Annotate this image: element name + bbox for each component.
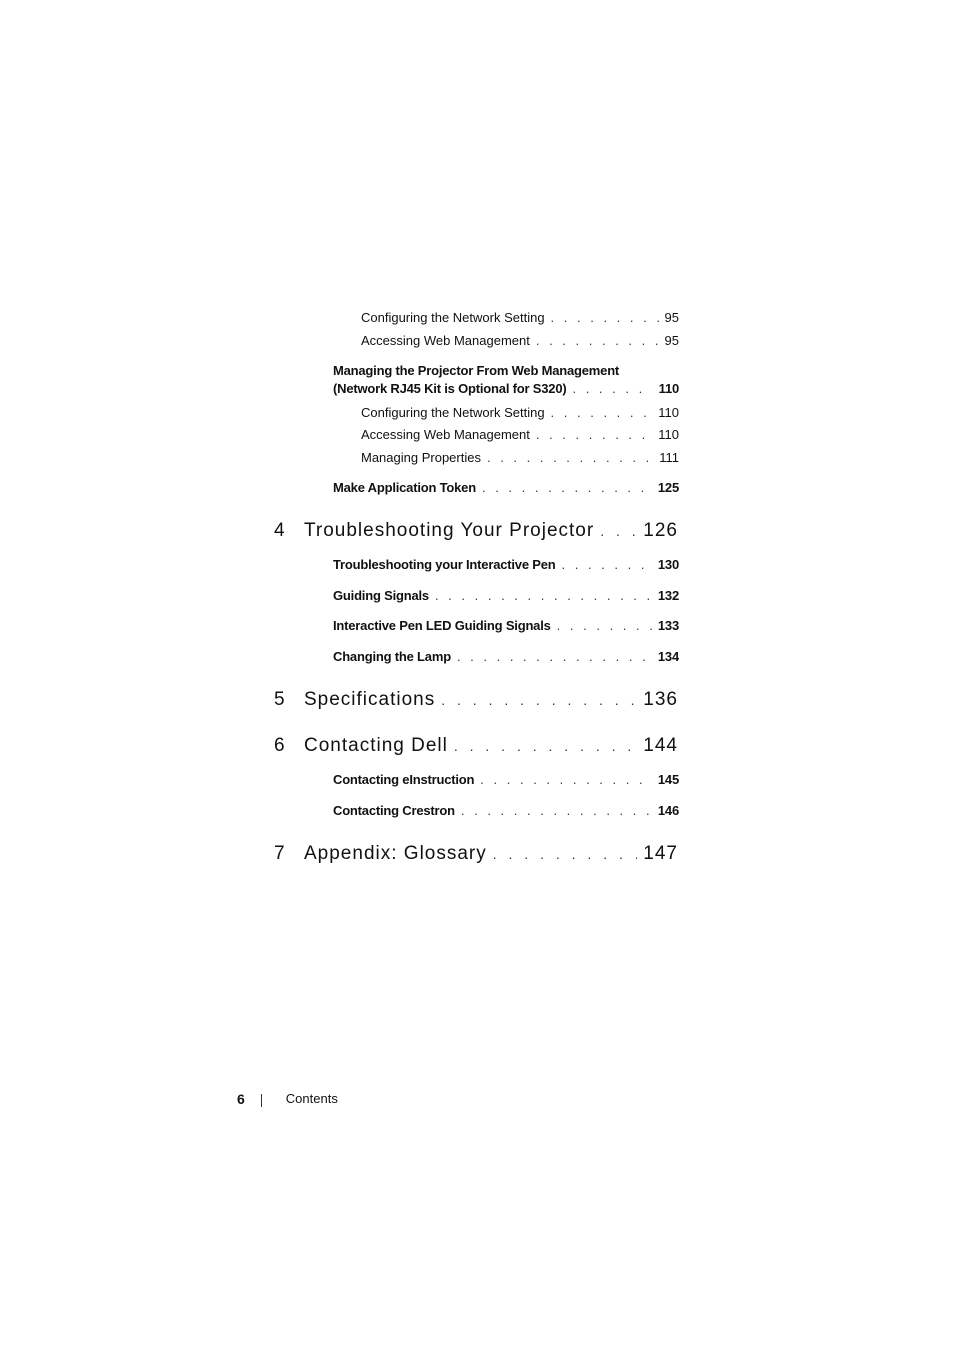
toc-entry[interactable] bbox=[361, 310, 679, 325]
toc-entry-title: Managing Properties bbox=[361, 450, 481, 465]
toc-entry[interactable] bbox=[333, 557, 679, 572]
toc-chapter[interactable] bbox=[274, 843, 678, 865]
chapter-page: 136 bbox=[643, 689, 678, 710]
toc-entry[interactable] bbox=[361, 450, 679, 465]
toc-chapter[interactable] bbox=[274, 735, 678, 757]
chapter-title: Appendix: Glossary bbox=[304, 843, 487, 864]
toc-entry-page: 130 bbox=[657, 557, 679, 572]
toc-entry[interactable] bbox=[333, 772, 679, 787]
leader-dots bbox=[457, 649, 652, 664]
chapter-page: 147 bbox=[643, 843, 678, 864]
toc-entry-title: Contacting eInstruction bbox=[333, 772, 475, 787]
toc-entry-page: 95 bbox=[664, 333, 679, 348]
toc-entry-page: 110 bbox=[658, 381, 679, 396]
toc-entry[interactable] bbox=[333, 803, 679, 818]
leader-dots bbox=[482, 480, 652, 495]
toc-entry-title: Accessing Web Management bbox=[361, 333, 530, 348]
leader-dots bbox=[557, 618, 652, 633]
leader-dots bbox=[551, 310, 659, 325]
footer-divider bbox=[261, 1094, 262, 1107]
footer-section-label: Contents bbox=[285, 1091, 338, 1106]
footer-page-number: 6 bbox=[237, 1090, 245, 1107]
toc-entry-title: Configuring the Network Setting bbox=[361, 405, 545, 420]
toc-entry-title: Configuring the Network Setting bbox=[361, 310, 545, 325]
toc-entry[interactable] bbox=[361, 427, 679, 442]
leader-dots bbox=[435, 588, 652, 603]
toc-entry[interactable] bbox=[333, 649, 679, 664]
toc-entry-page: 125 bbox=[657, 480, 679, 495]
leader-dots bbox=[454, 738, 637, 754]
toc-entry[interactable] bbox=[333, 480, 679, 495]
toc-entry-page: 95 bbox=[664, 310, 679, 325]
leader-dots bbox=[572, 381, 652, 396]
toc-entry-page: 110 bbox=[658, 427, 679, 442]
toc-entry-title: Guiding Signals bbox=[333, 588, 429, 603]
leader-dots bbox=[536, 333, 659, 348]
chapter-title: Specifications bbox=[304, 689, 436, 710]
toc-entry-title-line2: (Network RJ45 Kit is Optional for S320) bbox=[333, 381, 567, 396]
toc-chapter[interactable] bbox=[274, 689, 678, 711]
chapter-page: 126 bbox=[643, 520, 678, 541]
toc-entry-page: 110 bbox=[658, 405, 679, 420]
toc-entry[interactable] bbox=[333, 588, 679, 603]
leader-dots bbox=[480, 772, 652, 787]
chapter-title: Troubleshooting Your Projector bbox=[304, 520, 595, 541]
leader-dots bbox=[600, 523, 637, 539]
chapter-title: Contacting Dell bbox=[304, 735, 448, 756]
leader-dots bbox=[551, 405, 653, 420]
toc-entry[interactable] bbox=[361, 405, 679, 420]
toc-entry[interactable] bbox=[333, 381, 679, 396]
toc-chapter[interactable] bbox=[274, 520, 678, 542]
leader-dots bbox=[562, 557, 652, 572]
toc-entry-page: 132 bbox=[657, 588, 679, 603]
toc-entry-title: Changing the Lamp bbox=[333, 649, 451, 664]
toc-entry[interactable] bbox=[333, 618, 679, 633]
chapter-page: 144 bbox=[643, 735, 678, 756]
leader-dots bbox=[493, 846, 638, 862]
toc-entry-title: Troubleshooting your Interactive Pen bbox=[333, 557, 556, 572]
toc-entry-title: Make Application Token bbox=[333, 480, 476, 495]
chapter-number: 5 bbox=[274, 689, 286, 710]
chapter-number: 4 bbox=[274, 520, 286, 541]
leader-dots bbox=[536, 427, 652, 442]
chapter-number: 7 bbox=[274, 843, 286, 864]
leader-dots bbox=[461, 803, 652, 818]
toc-entry-page: 146 bbox=[657, 803, 679, 818]
toc-entry-title: Accessing Web Management bbox=[361, 427, 530, 442]
toc-entry-title-line1[interactable]: Managing the Projector From Web Management bbox=[333, 363, 620, 378]
toc-entry-page: 134 bbox=[657, 649, 679, 664]
chapter-number: 6 bbox=[274, 735, 286, 756]
page-footer bbox=[237, 1090, 338, 1107]
leader-dots bbox=[487, 450, 653, 465]
toc-entry-page: 133 bbox=[657, 618, 679, 633]
toc-entry-title: Interactive Pen LED Guiding Signals bbox=[333, 618, 551, 633]
leader-dots bbox=[441, 692, 637, 708]
toc-entry[interactable] bbox=[361, 333, 679, 348]
toc-entry-title: Contacting Crestron bbox=[333, 803, 455, 818]
toc-entry-page: 111 bbox=[659, 450, 679, 465]
toc-entry-page: 145 bbox=[657, 772, 679, 787]
